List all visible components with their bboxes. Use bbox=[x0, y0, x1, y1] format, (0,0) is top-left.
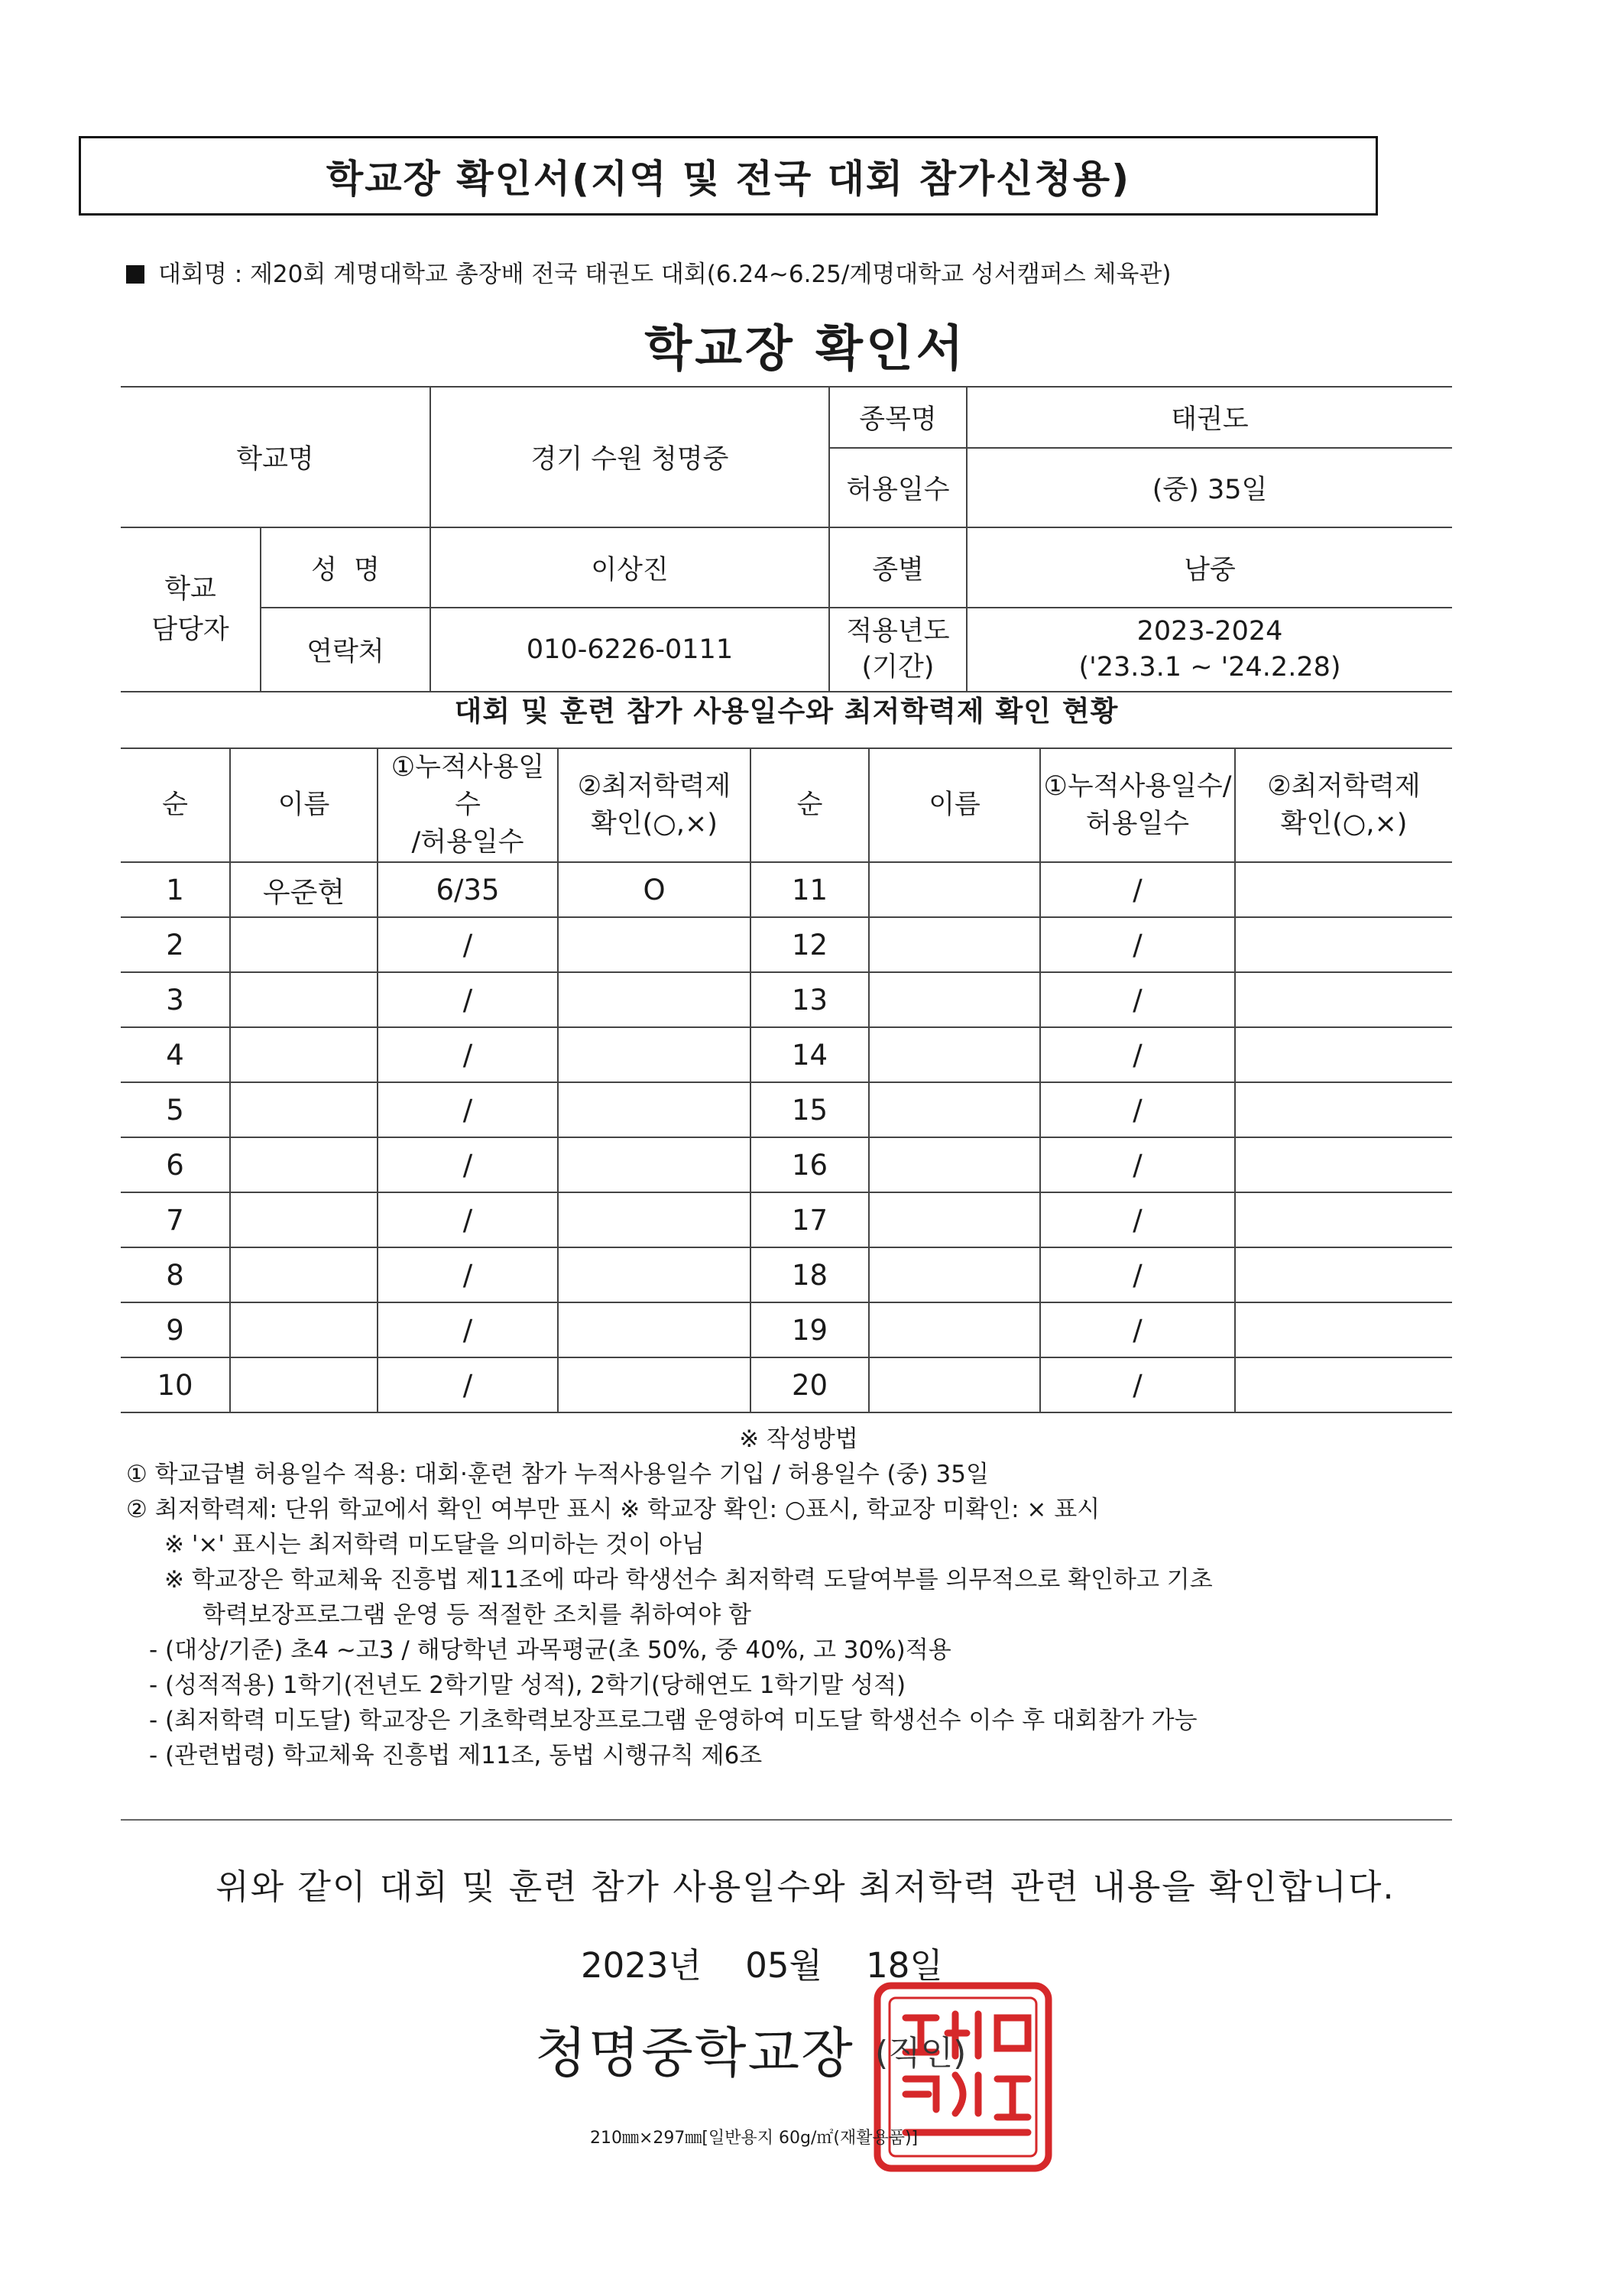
confirmation-statement: 위와 같이 대회 및 훈련 참가 사용일수와 최저학력 관련 내용을 확인합니다. bbox=[216, 1866, 1395, 1907]
row-no: 2 bbox=[121, 917, 230, 972]
row-days: 6/35 bbox=[378, 862, 558, 917]
table-row bbox=[121, 1357, 1452, 1412]
note-8: - (최저학력 미도달) 학교장은 기초학력보장프로그램 운영하여 미도달 학생선수 이수 후 대회참가 가능 bbox=[149, 1707, 1198, 1734]
row-name bbox=[230, 1027, 378, 1082]
allowed-days-value: (중) 35일 bbox=[967, 448, 1452, 527]
row-check bbox=[558, 1027, 750, 1082]
note-2: ② 최저학력제: 단위 학교에서 확인 여부만 표시 ※ 학교장 확인: ○표시, 학교장 미확인: × 표시 bbox=[126, 1496, 1100, 1523]
header-name-right: 이름 bbox=[869, 748, 1040, 862]
principal-name: 청명중학교장 bbox=[535, 2022, 854, 2084]
row-no: 3 bbox=[121, 972, 230, 1027]
row-no: 7 bbox=[121, 1192, 230, 1247]
manager-label bbox=[121, 527, 261, 692]
row-days: / bbox=[378, 1082, 558, 1137]
table-header-row bbox=[121, 748, 1452, 862]
row-days-right: / bbox=[1040, 1192, 1235, 1247]
row-check bbox=[558, 917, 750, 972]
seal-label: (직인) bbox=[875, 2034, 967, 2073]
row-name-right bbox=[869, 1082, 1040, 1137]
year-label-line2: (기간) bbox=[861, 652, 935, 683]
row-name bbox=[230, 972, 378, 1027]
header-days-line1: ①누적사용일수 bbox=[391, 752, 545, 820]
form-heading: 학교장 확인서 bbox=[644, 321, 967, 378]
row-days: / bbox=[378, 1302, 558, 1357]
table-row bbox=[121, 917, 1452, 972]
row-no: 9 bbox=[121, 1302, 230, 1357]
row-days: / bbox=[378, 1192, 558, 1247]
header-check-line1: ②최저학력제 bbox=[577, 770, 731, 802]
header-name: 이름 bbox=[230, 748, 378, 862]
note-6: - (대상/기준) 초4 ~고3 / 해당학년 과목평균(초 50%, 중 40%, 고 30%)적용 bbox=[149, 1636, 951, 1664]
event-name-line bbox=[126, 255, 1171, 289]
header-check-line2: 확인(○,×) bbox=[591, 808, 718, 839]
row-no-right: 17 bbox=[750, 1192, 869, 1247]
row-name-right bbox=[869, 917, 1040, 972]
row-check-right bbox=[1235, 917, 1452, 972]
header-check-right bbox=[1235, 748, 1452, 862]
row-check bbox=[558, 1082, 750, 1137]
header-days-right-line1: ①누적사용일수/ bbox=[1043, 770, 1232, 802]
row-name-right bbox=[869, 1192, 1040, 1247]
row-days-right: / bbox=[1040, 1302, 1235, 1357]
note-4: ※ 학교장은 학교체육 진흥법 제11조에 따라 학생선수 최저학력 도달여부를 의무적으로 확인하고 기초 bbox=[164, 1566, 1213, 1594]
row-name bbox=[230, 1192, 378, 1247]
table-row bbox=[121, 862, 1452, 917]
row-check-right bbox=[1235, 1357, 1452, 1412]
row-name: 우준현 bbox=[230, 862, 378, 917]
row-name bbox=[230, 1247, 378, 1302]
row-no: 4 bbox=[121, 1027, 230, 1082]
row-days: / bbox=[378, 1357, 558, 1412]
row-check-right bbox=[1235, 1192, 1452, 1247]
issue-date: 2023년 05월 18일 bbox=[581, 1945, 943, 1986]
row-no: 6 bbox=[121, 1137, 230, 1192]
row-check bbox=[558, 1357, 750, 1412]
row-name-right bbox=[869, 1027, 1040, 1082]
table-row bbox=[121, 1082, 1452, 1137]
row-name-right bbox=[869, 972, 1040, 1027]
row-days-right: / bbox=[1040, 1357, 1235, 1412]
notes-title: ※ 작성방법 bbox=[739, 1425, 858, 1453]
row-no-right: 11 bbox=[750, 862, 869, 917]
row-days: / bbox=[378, 1027, 558, 1082]
header-check-right-line1: ②최저학력제 bbox=[1267, 770, 1421, 802]
row-days: / bbox=[378, 1247, 558, 1302]
row-no: 5 bbox=[121, 1082, 230, 1137]
row-no: 8 bbox=[121, 1247, 230, 1302]
row-no-right: 18 bbox=[750, 1247, 869, 1302]
gender-value: 남중 bbox=[967, 527, 1452, 608]
manager-label-line2: 담당자 bbox=[151, 614, 229, 645]
divider bbox=[121, 1819, 1452, 1821]
row-no-right: 15 bbox=[750, 1082, 869, 1137]
contact-value: 010-6226-0111 bbox=[430, 608, 829, 692]
school-value: 경기 수원 청명중 bbox=[430, 387, 829, 527]
row-check-right bbox=[1235, 1082, 1452, 1137]
row-check bbox=[558, 972, 750, 1027]
row-check-right bbox=[1235, 1137, 1452, 1192]
row-name bbox=[230, 1302, 378, 1357]
row-name bbox=[230, 917, 378, 972]
year-label-line1: 적용년도 bbox=[846, 615, 950, 647]
row-days-right: / bbox=[1040, 1027, 1235, 1082]
document-title-box bbox=[79, 136, 1378, 216]
row-check-right bbox=[1235, 1247, 1452, 1302]
writing-instructions bbox=[126, 1422, 1471, 1773]
row-no-right: 20 bbox=[750, 1357, 869, 1412]
row-days: / bbox=[378, 972, 558, 1027]
status-subheading: 대회 및 훈련 참가 사용일수와 최저학력제 확인 현황 bbox=[454, 695, 1119, 728]
gender-label: 종별 bbox=[829, 527, 967, 608]
event-name-text: 대회명 : 제20회 계명대학교 총장배 전국 태권도 대회(6.24~6.25/계명대학교 성서캠퍼스 체육관) bbox=[158, 261, 1172, 288]
table-row bbox=[121, 972, 1452, 1027]
table-row bbox=[121, 1302, 1452, 1357]
note-7: - (성적적용) 1학기(전년도 2학기말 성적), 2학기(당해연도 1학기말 성적) bbox=[149, 1672, 906, 1699]
sport-label: 종목명 bbox=[829, 387, 967, 448]
header-no-right: 순 bbox=[750, 748, 869, 862]
row-check-right bbox=[1235, 862, 1452, 917]
manager-label-line1: 학교 bbox=[164, 574, 216, 605]
row-days: / bbox=[378, 917, 558, 972]
row-check-right bbox=[1235, 972, 1452, 1027]
table-row bbox=[121, 1027, 1452, 1082]
row-name-right bbox=[869, 1137, 1040, 1192]
row-no: 10 bbox=[121, 1357, 230, 1412]
table-row bbox=[121, 1247, 1452, 1302]
row-name bbox=[230, 1137, 378, 1192]
row-name-right bbox=[869, 1357, 1040, 1412]
row-name-right bbox=[869, 1302, 1040, 1357]
row-check bbox=[558, 1137, 750, 1192]
header-check-right-line2: 확인(○,×) bbox=[1280, 808, 1408, 839]
row-days: / bbox=[378, 1137, 558, 1192]
row-days-right: / bbox=[1040, 1082, 1235, 1137]
row-days-right: / bbox=[1040, 1247, 1235, 1302]
header-days-right bbox=[1040, 748, 1235, 862]
info-table bbox=[121, 386, 1452, 692]
header-check bbox=[558, 748, 750, 862]
row-no-right: 16 bbox=[750, 1137, 869, 1192]
note-9: - (관련법령) 학교체육 진흥법 제11조, 동법 시행규칙 제6조 bbox=[149, 1742, 763, 1769]
year-label bbox=[829, 608, 967, 692]
row-name bbox=[230, 1357, 378, 1412]
document-title: 학교장 확인서(지역 및 전국 대회 참가신청용) bbox=[326, 157, 1131, 201]
name-value: 이상진 bbox=[430, 527, 829, 608]
row-check bbox=[558, 1247, 750, 1302]
row-no: 1 bbox=[121, 862, 230, 917]
square-bullet-icon bbox=[126, 265, 144, 284]
row-name-right bbox=[869, 862, 1040, 917]
row-check bbox=[558, 1302, 750, 1357]
row-no-right: 13 bbox=[750, 972, 869, 1027]
contact-label: 연락처 bbox=[261, 608, 430, 692]
header-days bbox=[378, 748, 558, 862]
participant-table bbox=[121, 747, 1452, 1413]
row-days-right: / bbox=[1040, 862, 1235, 917]
row-days-right: / bbox=[1040, 917, 1235, 972]
row-check-right bbox=[1235, 1302, 1452, 1357]
note-5: 학력보장프로그램 운영 등 적절한 조치를 취하여야 함 bbox=[203, 1601, 751, 1629]
row-days-right: / bbox=[1040, 1137, 1235, 1192]
row-name bbox=[230, 1082, 378, 1137]
year-value-line1: 2023-2024 bbox=[1136, 615, 1283, 647]
row-check-right bbox=[1235, 1027, 1452, 1082]
allowed-days-label: 허용일수 bbox=[829, 448, 967, 527]
table-row bbox=[121, 1192, 1452, 1247]
row-check: O bbox=[558, 862, 750, 917]
note-3: ※ '×' 표시는 최저학력 미도달을 의미하는 것이 아님 bbox=[164, 1531, 705, 1558]
school-label: 학교명 bbox=[121, 387, 430, 527]
name-label: 성 명 bbox=[261, 527, 430, 608]
year-value bbox=[967, 608, 1452, 692]
row-days-right: / bbox=[1040, 972, 1235, 1027]
row-name-right bbox=[869, 1247, 1040, 1302]
header-days-line2: /허용일수 bbox=[411, 827, 524, 858]
row-no-right: 19 bbox=[750, 1302, 869, 1357]
header-days-right-line2: 허용일수 bbox=[1085, 808, 1190, 839]
row-no-right: 12 bbox=[750, 917, 869, 972]
row-no-right: 14 bbox=[750, 1027, 869, 1082]
row-check bbox=[558, 1192, 750, 1247]
paper-spec: 210㎜×297㎜[일반용지 60g/㎡(재활용품)] bbox=[590, 2129, 919, 2148]
sport-value: 태권도 bbox=[967, 387, 1452, 448]
note-1: ① 학교급별 허용일수 적용: 대회·훈련 참가 누적사용일수 기입 / 허용일수 (중) 35일 bbox=[126, 1461, 989, 1488]
year-value-line2: ('23.3.1 ~ '24.2.28) bbox=[1078, 652, 1341, 683]
header-no: 순 bbox=[121, 748, 230, 862]
table-row bbox=[121, 1137, 1452, 1192]
